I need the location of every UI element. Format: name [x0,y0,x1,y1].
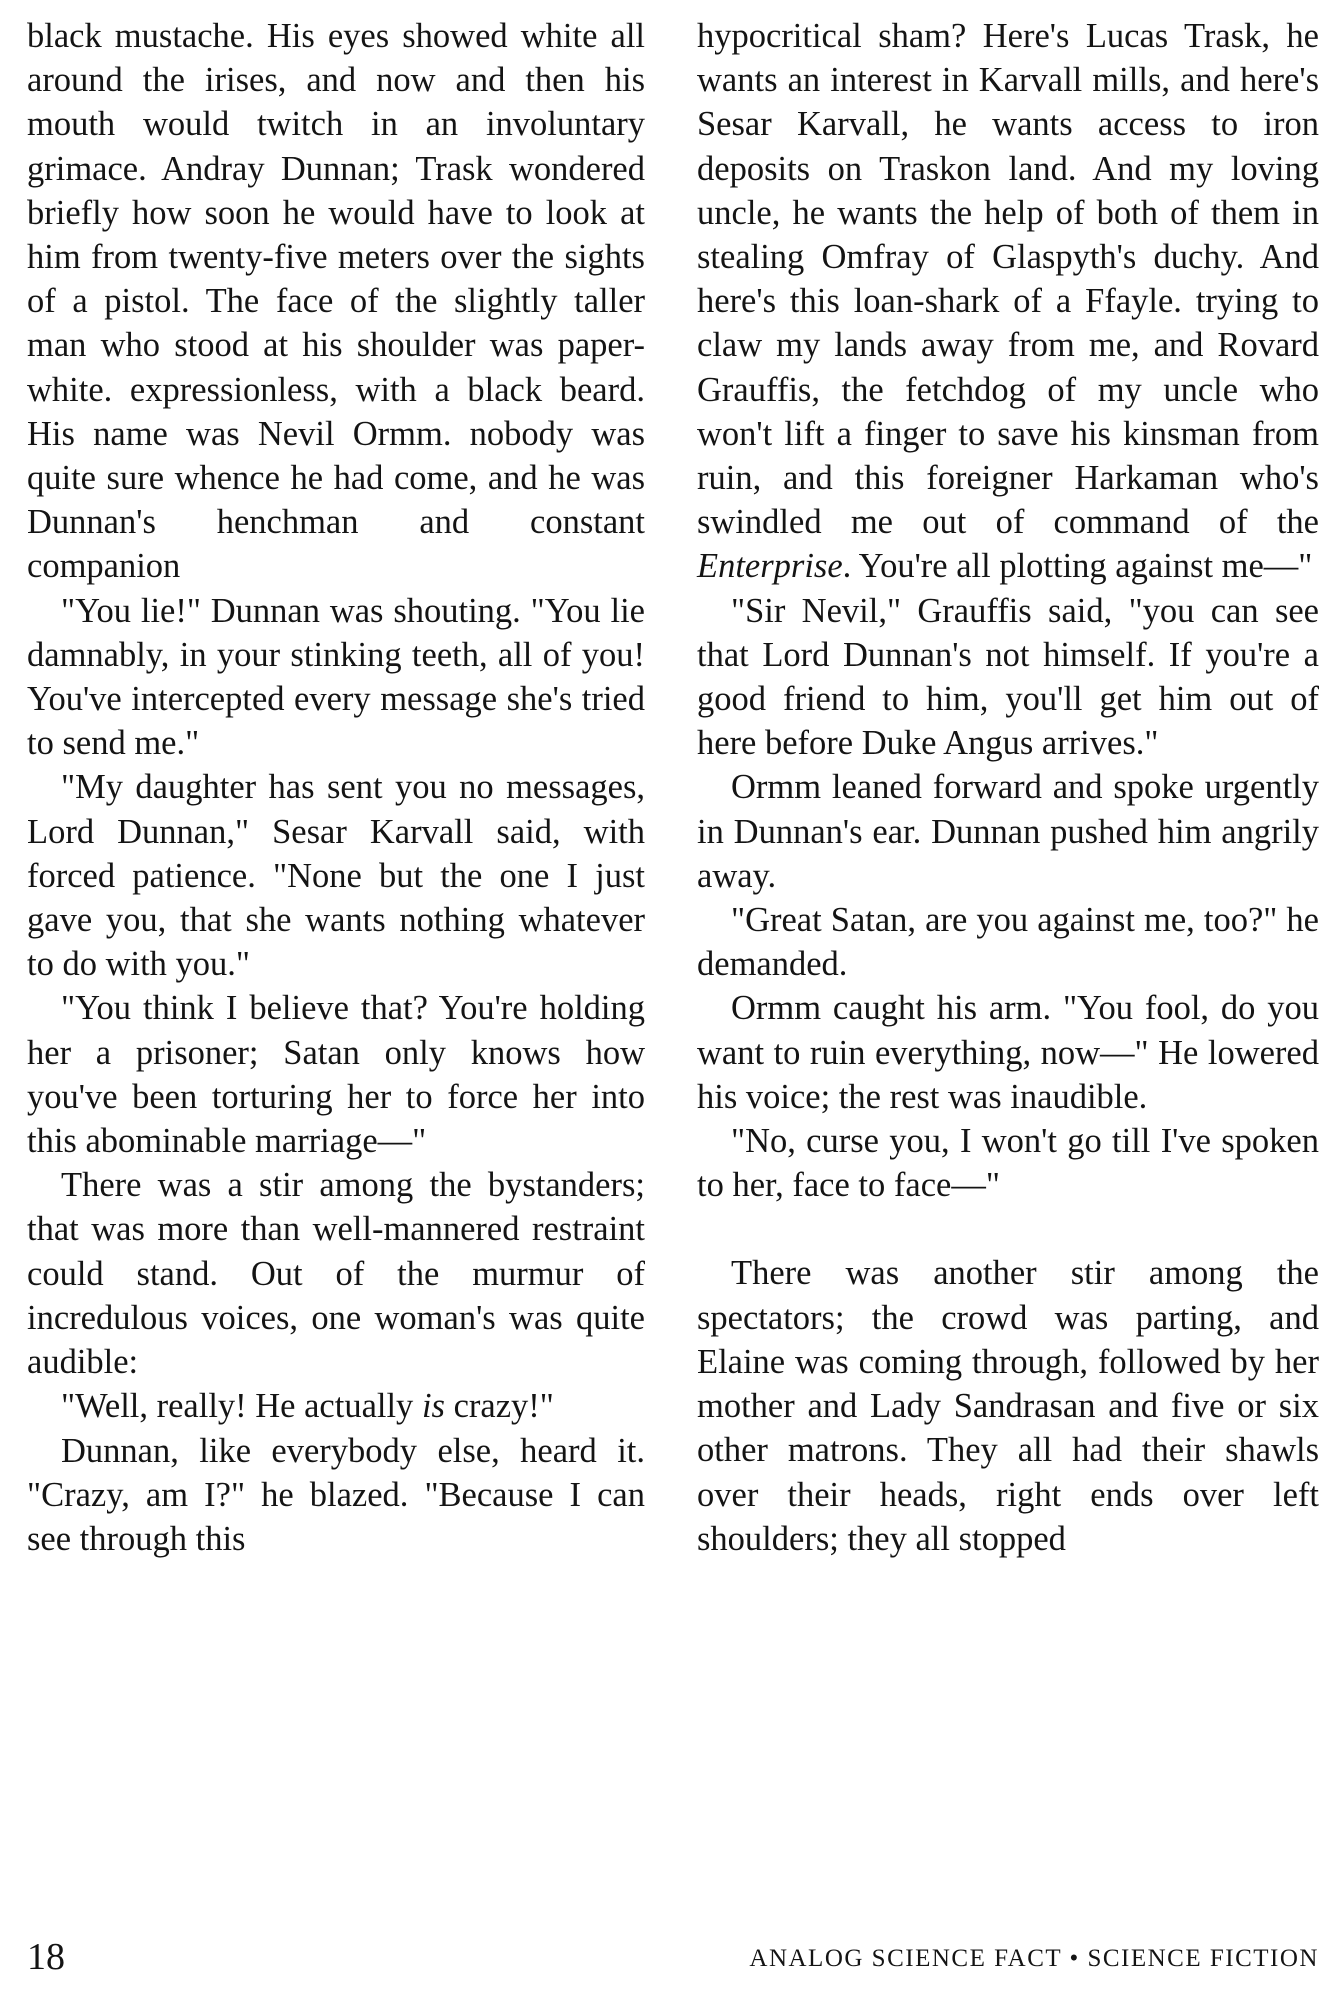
text-run: There was a stir among the bystanders; that was more than well-mannered restraint could stand. Out of the murmur of incredulous voices, one woman's was quite audible: [27,1166,645,1382]
paragraph [697,1251,1319,1560]
paragraph [27,986,645,1163]
paragraph [697,14,1319,589]
text-run: "Sir Nevil," Grauffis said, "you can see that Lord Dunnan's not himself. If you're a good friend to him, you'll get him out of here before Duke Angus arrives." [697,591,1319,763]
paragraph [697,589,1319,766]
page-footer [27,1935,1319,1983]
left-column [27,14,645,1561]
italic-text-run: is [421,1387,445,1426]
text-run: Ormm caught his arm. "You fool, do you want to ruin everything, now—" He lowered his voice; the rest was inaudible. [697,989,1319,1116]
paragraph [27,14,645,589]
text-run: Dunnan, like everybody else, heard it. "Crazy, am I?" he blazed. "Because I can see through this [27,1431,645,1558]
text-run: There was another stir among the spectators; the crowd was parting, and Elaine was coming through, followed by her mother and Lady Sandrasan and five or six other matrons. They all had their shawls over their heads, right ends over left shoulders; they all stopped [697,1254,1319,1558]
paragraph [27,589,645,766]
paragraph [697,898,1319,986]
right-column [697,14,1319,1561]
paragraph [697,765,1319,898]
page-number: 18 [27,1936,65,1978]
text-run: "No, curse you, I won't go till I've spoken to her, face to face—" [697,1122,1319,1205]
text-run: . You're all plotting against me—" [842,547,1313,586]
text-run: crazy!" [444,1387,554,1426]
paragraph [697,1119,1319,1207]
text-run: "Well, really! He actually [61,1387,422,1426]
text-run: "You lie!" Dunnan was shouting. "You lie damnably, in your stinking teeth, all of you! You've intercepted every message she's tried to send me." [27,591,645,763]
running-title: ANALOG SCIENCE FACT • SCIENCE FICTION [749,1945,1319,1972]
text-run: hypocritical sham? Here's Lucas Trask, he wants an interest in Karvall mills, and here's Sesar Karvall, he wants access to iron deposits on Traskon land. And my loving uncle, he wants the help of both of them in stealing Omfray of Glaspyth's duchy. And here's this loan-shark of a Ffayle. trying to claw my lands away from me, and Rovard Grauffis, the fetchdog of my uncle who won't lift a finger to save his kinsman from ruin, and this foreigner Harkaman who's swindled me out of command of the [697,17,1319,542]
paragraph [27,765,645,986]
text-run: "My daughter has sent you no messages, Lord Dunnan," Sesar Karvall said, with forced patience. "None but the one I just gave you, that she wants nothing whatever to do with you." [27,768,645,984]
text-run: "You think I believe that? You're holding her a prisoner; Satan only knows how you've been torturing her to force her into this abominable marriage—" [27,989,645,1161]
paragraph [697,986,1319,1119]
paragraph [27,1163,645,1384]
text-run: "Great Satan, are you against me, too?" he demanded. [697,901,1319,984]
paragraph [27,1429,645,1562]
text-run: Ormm leaned forward and spoke urgently in Dunnan's ear. Dunnan pushed him angrily away. [697,768,1319,895]
ship-name-italic: Enterprise [697,547,843,586]
paragraph [27,1384,645,1428]
text-run: black mustache. His eyes showed white all around the irises, and now and then his mouth would twitch in an involuntary grimace. Andray Dunnan; Trask wondered briefly how soon he would have to look at him from twenty-five meters over the sights of a pistol. The face of the slightly taller man who stood at his shoulder was paper-white. expressionless, with a black beard. His name was Nevil Ormm. nobody was quite sure whence he had come, and he was Dunnan's henchman and constant companion [27,17,645,586]
